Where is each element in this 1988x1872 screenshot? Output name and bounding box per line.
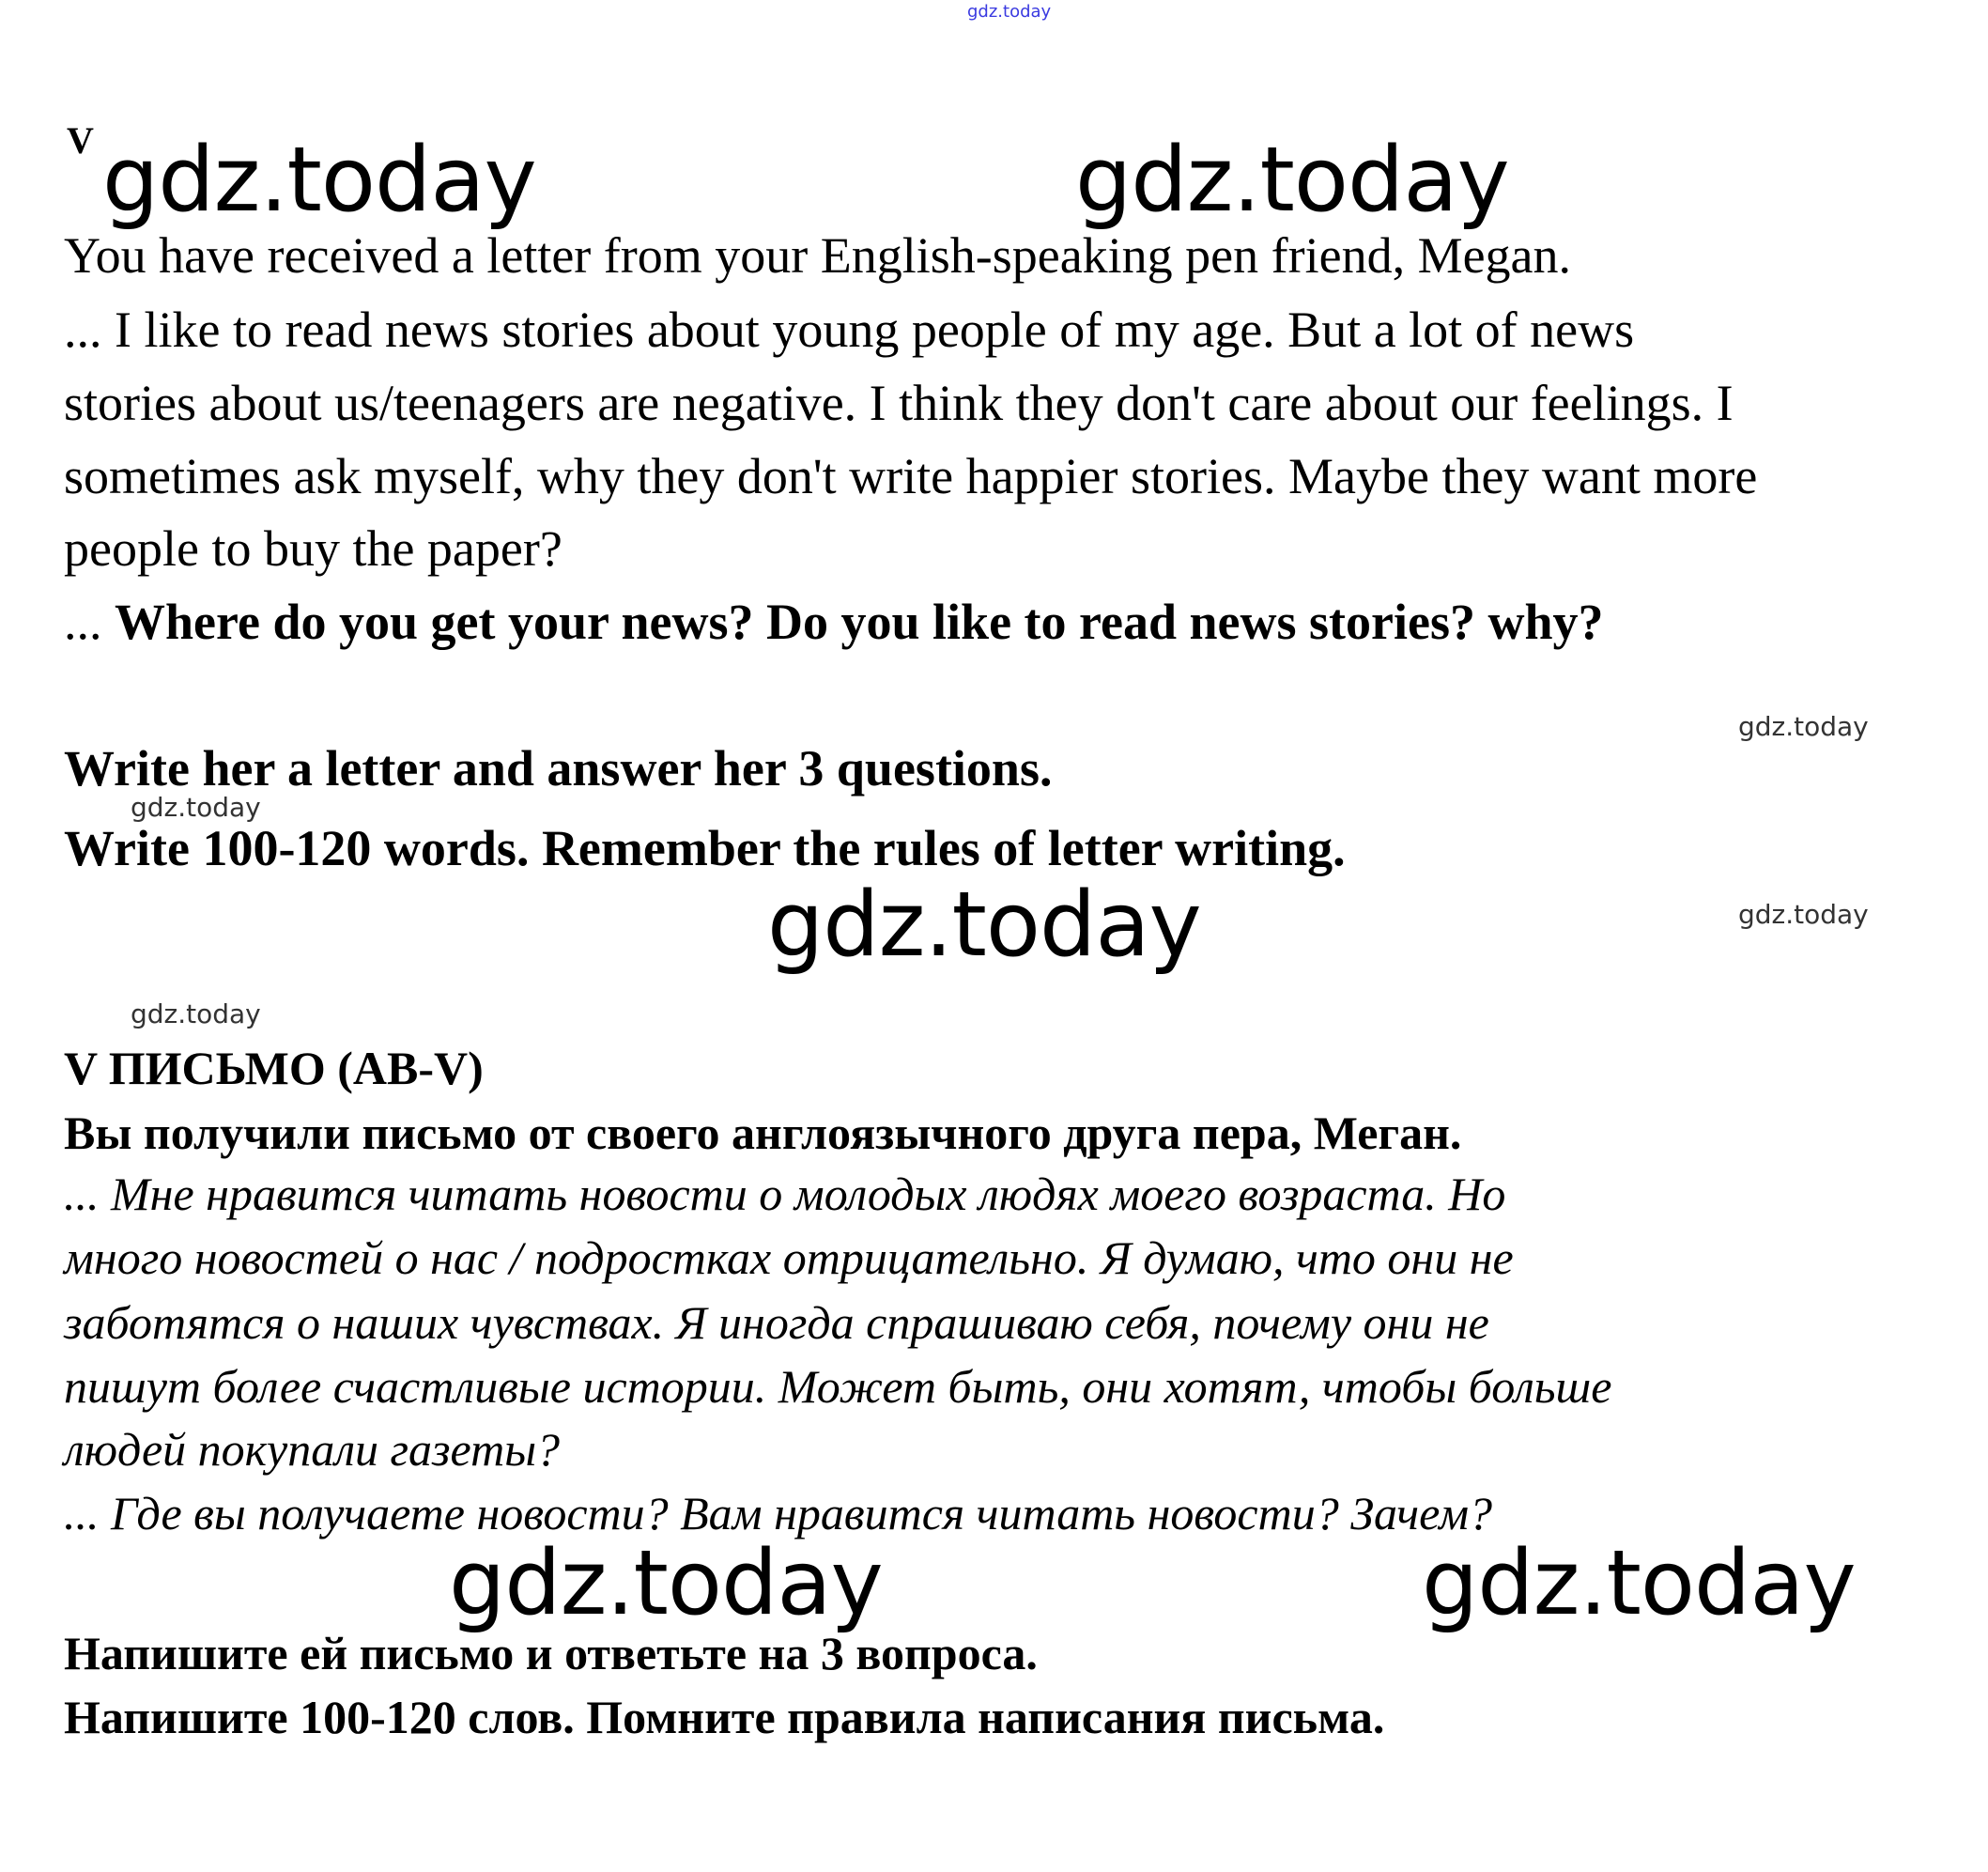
watermark-small: gdz.today <box>1738 899 1869 930</box>
letter-line: sometimes ask myself, why they don't write happier stories. Maybe they want more <box>64 448 1758 504</box>
watermark: gdz.today <box>1075 129 1509 232</box>
letter-line: people to buy the paper? <box>64 520 562 577</box>
questions: Where do you get your news? Do you like to read news stories? why? <box>115 594 1604 650</box>
watermark-small: gdz.today <box>131 792 261 823</box>
task-line: Напишите 100-120 слов. Помните правила написания письма. <box>64 1691 1385 1743</box>
section-label: V <box>67 119 94 162</box>
watermark-top: gdz.today <box>967 2 1052 22</box>
watermark: gdz.today <box>102 129 536 232</box>
letter-questions <box>64 594 1604 650</box>
letter-line: людей покупали газеты? <box>64 1423 561 1476</box>
watermark-small: gdz.today <box>131 998 261 1029</box>
letter-line: много новостей о нас / подростках отрицательно. Я думаю, что они не <box>64 1231 1514 1284</box>
english-intro: You have received a letter from your English-speaking pen friend, Megan. <box>64 227 1572 284</box>
task-line: Write 100-120 words. Remember the rules of letter writing. <box>64 820 1346 876</box>
question-prefix: ... <box>64 594 102 650</box>
watermark: gdz.today <box>449 1532 883 1635</box>
letter-line: заботятся о наших чувствах. Я иногда спрашиваю себя, почему они не <box>64 1296 1489 1349</box>
letter-line: ... Где вы получаете новости? Вам нравится читать новости? Зачем? <box>64 1487 1493 1539</box>
letter-line: ... I like to read news stories about young people of my age. But a lot of news <box>64 302 1635 358</box>
task-line: Write her a letter and answer her 3 questions. <box>64 740 1053 797</box>
watermark-small: gdz.today <box>1738 711 1869 742</box>
watermark: gdz.today <box>767 874 1201 977</box>
letter-line: stories about us/teenagers are negative. I think they don't care about our feelings. I <box>64 375 1734 431</box>
russian-heading: V ПИСЬМО (AB-V) <box>64 1042 484 1094</box>
watermark: gdz.today <box>1422 1532 1856 1635</box>
letter-line: ... Мне нравится читать новости о молодых людях моего возраста. Но <box>64 1168 1506 1220</box>
task-line: Напишите ей письмо и ответьте на 3 вопроса. <box>64 1627 1038 1679</box>
russian-intro: Вы получили письмо от своего англоязычного друга пера, Меган. <box>64 1106 1462 1159</box>
letter-line: пишут более счастливые истории. Может быть, они хотят, чтобы больше <box>64 1360 1612 1413</box>
